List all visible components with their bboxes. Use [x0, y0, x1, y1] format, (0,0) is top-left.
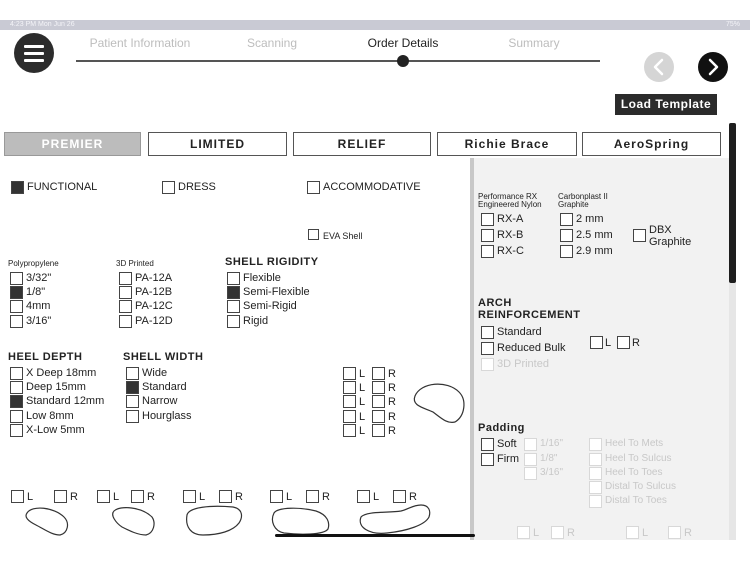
- width-standard-checkbox[interactable]: [126, 381, 139, 394]
- width-option-label: Wide: [142, 367, 168, 379]
- left-checkbox[interactable]: [357, 490, 370, 503]
- l-label: L: [113, 491, 120, 503]
- arch-option-label: Reduced Bulk: [497, 342, 566, 354]
- panel-divider: [470, 158, 474, 540]
- poly-3-16-checkbox[interactable]: [10, 315, 23, 328]
- padding-firm-checkbox[interactable]: [481, 453, 494, 466]
- dress-checkbox[interactable]: [162, 181, 175, 194]
- distal-to-toes-checkbox[interactable]: [589, 495, 602, 508]
- scrollbar-thumb[interactable]: [729, 123, 736, 283]
- shell-rigidity-title: SHELL RIGIDITY: [225, 256, 319, 268]
- carbonplast-title: Carbonplast II: [558, 192, 608, 201]
- pa-12c-checkbox[interactable]: [119, 300, 132, 313]
- heel-shape-diagram: [407, 378, 467, 426]
- l-label: L: [359, 411, 366, 423]
- left-checkbox[interactable]: [343, 381, 356, 394]
- heel-depth-option-label: X Deep 18mm: [26, 367, 97, 379]
- step-scanning[interactable]: Scanning: [246, 36, 298, 50]
- arch-reinforcement-title: ARCH: [478, 297, 512, 309]
- padding-location-label: Heel To Sulcus: [605, 453, 672, 464]
- right-checkbox[interactable]: [131, 490, 144, 503]
- poly-1-8-checkbox[interactable]: [10, 286, 23, 299]
- step-summary[interactable]: Summary: [508, 36, 560, 50]
- padding-3-16-checkbox[interactable]: [524, 467, 537, 480]
- padding-type-label: Firm: [497, 453, 519, 465]
- width-option-label: Standard: [142, 381, 187, 393]
- r-label: R: [388, 411, 396, 423]
- home-indicator: [275, 534, 475, 537]
- rx-c-checkbox[interactable]: [481, 245, 494, 258]
- semi-rigid-checkbox[interactable]: [227, 300, 240, 313]
- padding-location-label: Distal To Sulcus: [605, 481, 676, 492]
- l-label: L: [199, 491, 206, 503]
- l-label: L: [27, 491, 34, 503]
- menu-icon-bar: [24, 52, 44, 55]
- orthotic-shape-diagram: [183, 503, 245, 537]
- left-checkbox[interactable]: [343, 424, 356, 437]
- pa-option-label: PA-12B: [135, 286, 173, 298]
- right-checkbox[interactable]: [551, 526, 564, 539]
- orthotic-shape-diagram: [24, 505, 72, 539]
- step-patient-information[interactable]: Patient Information: [89, 36, 191, 50]
- l-label: L: [642, 527, 649, 539]
- printed-3d-title: 3D Printed: [116, 259, 154, 268]
- arch-3d-printed-checkbox[interactable]: [481, 358, 494, 371]
- functional-label: FUNCTIONAL: [27, 181, 98, 193]
- left-checkbox[interactable]: [626, 526, 639, 539]
- padding-location-label: Distal To Toes: [605, 495, 667, 506]
- status-bar: [0, 20, 750, 30]
- pa-option-label: PA-12D: [135, 315, 173, 327]
- r-label: R: [388, 368, 396, 380]
- step-progress-track: [76, 60, 600, 62]
- width-option-label: Hourglass: [142, 410, 192, 422]
- rigidity-option-label: Flexible: [243, 272, 281, 284]
- pa-12d-checkbox[interactable]: [119, 315, 132, 328]
- heel-to-toes-checkbox[interactable]: [589, 467, 602, 480]
- tab-relief[interactable]: RELIEF: [293, 132, 431, 156]
- r-label: R: [684, 527, 692, 539]
- r-label: R: [632, 337, 640, 349]
- l-label: L: [359, 368, 366, 380]
- left-checkbox[interactable]: [97, 490, 110, 503]
- padding-type-label: Soft: [497, 438, 517, 450]
- padding-size-label: 1/8": [540, 453, 558, 464]
- step-progress-indicator: [397, 55, 409, 67]
- left-checkbox[interactable]: [11, 490, 24, 503]
- width-narrow-checkbox[interactable]: [126, 395, 139, 408]
- dress-label: DRESS: [178, 181, 216, 193]
- rx-option-label: RX-C: [497, 245, 524, 257]
- l-label: L: [359, 396, 366, 408]
- heel-deep-checkbox[interactable]: [10, 381, 23, 394]
- menu-button[interactable]: [14, 33, 54, 73]
- l-label: L: [605, 337, 612, 349]
- l-label: L: [373, 491, 380, 503]
- status-battery: 75%: [725, 21, 740, 28]
- carbon-2-9mm-checkbox[interactable]: [560, 245, 573, 258]
- performance-rx-subtitle: Engineered Nylon: [478, 200, 542, 209]
- right-checkbox[interactable]: [372, 381, 385, 394]
- carbon-option-label: 2 mm: [576, 213, 604, 225]
- heel-x-low-checkbox[interactable]: [10, 424, 23, 437]
- rx-option-label: RX-A: [497, 213, 524, 225]
- rigidity-option-label: Semi-Flexible: [243, 286, 310, 298]
- accommodative-label: ACCOMMODATIVE: [323, 181, 421, 193]
- poly-option-label: 4mm: [26, 300, 51, 312]
- step-order-details[interactable]: Order Details: [367, 36, 439, 50]
- r-label: R: [388, 382, 396, 394]
- right-checkbox[interactable]: [393, 490, 406, 503]
- right-checkbox[interactable]: [372, 395, 385, 408]
- left-checkbox[interactable]: [270, 490, 283, 503]
- chevron-left-icon: [644, 52, 674, 82]
- left-checkbox[interactable]: [343, 395, 356, 408]
- r-label: R: [235, 491, 243, 503]
- status-time: 4:23 PM Mon Jun 26: [10, 21, 75, 28]
- heel-standard-checkbox[interactable]: [10, 395, 23, 408]
- rx-b-checkbox[interactable]: [481, 229, 494, 242]
- left-checkbox[interactable]: [343, 410, 356, 423]
- carbon-2-5mm-checkbox[interactable]: [560, 229, 573, 242]
- eva-shell-checkbox[interactable]: [308, 229, 319, 240]
- dbx-sublabel: Graphite: [649, 236, 692, 248]
- width-hourglass-checkbox[interactable]: [126, 410, 139, 423]
- r-label: R: [409, 491, 417, 503]
- tab-aerospring[interactable]: AeroSpring: [582, 132, 721, 156]
- padding-1-8-checkbox[interactable]: [524, 453, 537, 466]
- tab-richie-brace[interactable]: Richie Brace: [437, 132, 577, 156]
- heel-depth-title: HEEL DEPTH: [8, 351, 83, 363]
- padding-1-16-checkbox[interactable]: [524, 438, 537, 451]
- polypropylene-title: Polypropylene: [8, 259, 59, 268]
- poly-option-label: 3/16": [26, 315, 52, 327]
- menu-icon-bar: [24, 59, 44, 62]
- shell-width-title: SHELL WIDTH: [123, 351, 204, 363]
- r-label: R: [147, 491, 155, 503]
- arch-option-label: Standard: [497, 326, 542, 338]
- heel-x-deep-checkbox[interactable]: [10, 367, 23, 380]
- left-checkbox[interactable]: [590, 336, 603, 349]
- r-label: R: [70, 491, 78, 503]
- rigidity-option-label: Semi-Rigid: [243, 300, 297, 312]
- orthotic-shape-diagram: [270, 503, 332, 537]
- pa-12b-checkbox[interactable]: [119, 286, 132, 299]
- left-checkbox[interactable]: [517, 526, 530, 539]
- dbx-graphite-checkbox[interactable]: [633, 229, 646, 242]
- functional-checkbox[interactable]: [11, 181, 24, 194]
- heel-to-sulcus-checkbox[interactable]: [589, 453, 602, 466]
- right-checkbox[interactable]: [372, 410, 385, 423]
- padding-soft-checkbox[interactable]: [481, 438, 494, 451]
- pa-option-label: PA-12A: [135, 272, 173, 284]
- heel-low-checkbox[interactable]: [10, 410, 23, 423]
- next-button[interactable]: [698, 52, 728, 82]
- carbon-2mm-checkbox[interactable]: [560, 213, 573, 226]
- right-checkbox[interactable]: [668, 526, 681, 539]
- load-template-button[interactable]: Load Template: [615, 94, 717, 115]
- heel-to-mets-checkbox[interactable]: [589, 438, 602, 451]
- previous-button[interactable]: [644, 52, 674, 82]
- padding-title: Padding: [478, 422, 525, 434]
- right-checkbox[interactable]: [54, 490, 67, 503]
- heel-depth-option-label: Standard 12mm: [26, 395, 105, 407]
- l-label: L: [359, 382, 366, 394]
- flexible-checkbox[interactable]: [227, 272, 240, 285]
- poly-3-32-checkbox[interactable]: [10, 272, 23, 285]
- padding-size-label: 1/16": [540, 438, 564, 449]
- r-label: R: [388, 396, 396, 408]
- arch-reduced-bulk-checkbox[interactable]: [481, 342, 494, 355]
- r-label: R: [388, 425, 396, 437]
- right-checkbox[interactable]: [306, 490, 319, 503]
- chevron-right-icon: [698, 52, 728, 82]
- eva-shell-label: EVA Shell: [323, 231, 363, 241]
- rx-option-label: RX-B: [497, 229, 524, 241]
- arch-standard-checkbox[interactable]: [481, 326, 494, 339]
- poly-option-label: 3/32": [26, 272, 52, 284]
- right-checkbox[interactable]: [617, 336, 630, 349]
- r-label: R: [567, 527, 575, 539]
- right-checkbox[interactable]: [372, 424, 385, 437]
- semi-flexible-checkbox[interactable]: [227, 286, 240, 299]
- heel-depth-option-label: Deep 15mm: [26, 381, 86, 393]
- pa-12a-checkbox[interactable]: [119, 272, 132, 285]
- carbon-option-label: 2.9 mm: [576, 245, 613, 257]
- orthotic-shape-diagram: [357, 503, 433, 537]
- padding-location-label: Heel To Mets: [605, 438, 664, 449]
- r-label: R: [322, 491, 330, 503]
- width-wide-checkbox[interactable]: [126, 367, 139, 380]
- distal-to-sulcus-checkbox[interactable]: [589, 481, 602, 494]
- heel-depth-option-label: Low 8mm: [26, 410, 74, 422]
- accommodative-checkbox[interactable]: [307, 181, 320, 194]
- poly-4mm-checkbox[interactable]: [10, 300, 23, 313]
- arch-reinforcement-subtitle: REINFORCEMENT: [478, 309, 581, 321]
- padding-size-label: 3/16": [540, 467, 564, 478]
- carbon-option-label: 2.5 mm: [576, 229, 613, 241]
- tab-premier[interactable]: PREMIER: [4, 132, 141, 156]
- performance-rx-title: Performance RX: [478, 192, 538, 201]
- l-label: L: [286, 491, 293, 503]
- tab-limited[interactable]: LIMITED: [148, 132, 287, 156]
- left-checkbox[interactable]: [343, 367, 356, 380]
- rigidity-option-label: Rigid: [243, 315, 269, 327]
- l-label: L: [533, 527, 540, 539]
- arch-option-label: 3D Printed: [497, 358, 549, 370]
- padding-location-label: Heel To Toes: [605, 467, 663, 478]
- heel-depth-option-label: X-Low 5mm: [26, 424, 85, 436]
- menu-icon: [24, 45, 44, 48]
- rx-a-checkbox[interactable]: [481, 213, 494, 226]
- left-checkbox[interactable]: [183, 490, 196, 503]
- poly-option-label: 1/8": [26, 286, 46, 298]
- carbonplast-subtitle: Graphite: [558, 200, 589, 209]
- right-checkbox[interactable]: [372, 367, 385, 380]
- l-label: L: [359, 425, 366, 437]
- dbx-label: DBX: [649, 224, 672, 236]
- orthotic-shape-diagram: [110, 505, 158, 539]
- pa-option-label: PA-12C: [135, 300, 173, 312]
- width-option-label: Narrow: [142, 395, 178, 407]
- rigid-checkbox[interactable]: [227, 315, 240, 328]
- right-checkbox[interactable]: [219, 490, 232, 503]
